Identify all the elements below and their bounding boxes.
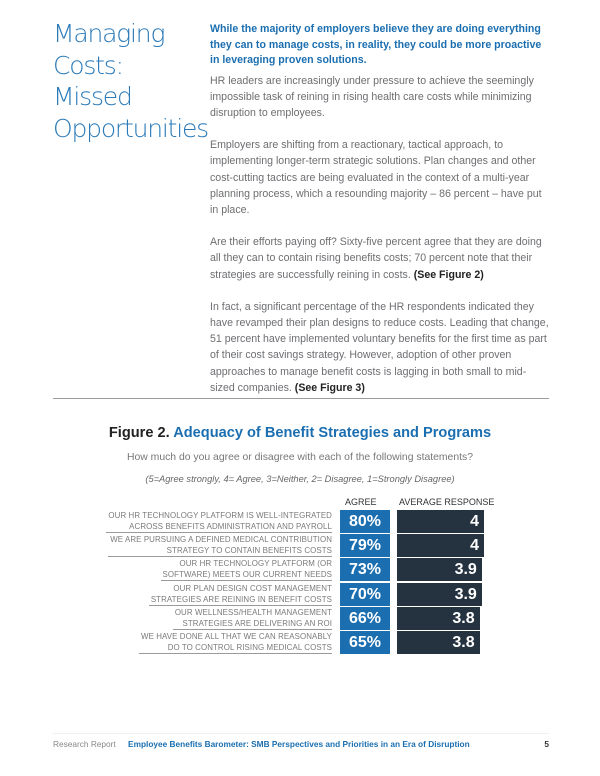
average-response-bar: 4 [397, 510, 484, 533]
chart-scale-note: (5=Agree strongly, 4= Agree, 3=Neither, 2= Disagree, 1=Strongly Disagree) [145, 474, 455, 484]
category-label [106, 510, 332, 533]
paragraph-text: Employers are shifting from a reactionary, tactical approach, to implementing longer-term strategic solutions. Plan changes and other cost-cutting tactics are being evaluated in the context of a multi-year planning process, which a resounding majority – 86 percent – have put in place. [210, 139, 542, 216]
chart-row [0, 510, 600, 534]
average-response-bar: 3.8 [397, 631, 480, 654]
paragraph-text: HR leaders are increasingly under pressure to achieve the seemingly impossible task of reining in rising health care costs while minimizing disruption to employees. [210, 74, 534, 119]
footer-publication: Employee Benefits Barometer: SMB Perspectives and Priorities in an Era of Disruption [128, 739, 470, 749]
figure-reference: (See Figure 2) [413, 268, 484, 281]
footer-divider [53, 733, 549, 734]
category-label-line: ACROSS BENEFITS ADMINISTRATION AND PAYROLL [129, 522, 332, 531]
section-divider [53, 398, 549, 399]
category-label-line: OUR PLAN DESIGN COST MANAGEMENT [173, 583, 332, 593]
average-column-header: AVERAGE RESPONSE [399, 497, 495, 507]
category-label-line: WE HAVE DONE ALL THAT WE CAN REASONABLY [141, 632, 332, 641]
agree-column-header: AGREE [345, 497, 377, 507]
category-label [173, 607, 332, 630]
agree-bar: 70% [340, 583, 390, 606]
page-number: 5 [544, 739, 549, 749]
category-label-line: OUR HR TECHNOLOGY PLATFORM (OR [179, 559, 332, 569]
agree-bar: 80% [340, 510, 390, 533]
footer-section: Research Report [53, 739, 116, 749]
average-response-bar: 4 [397, 534, 484, 557]
figure-reference: (See Figure 3) [294, 381, 365, 394]
category-label [161, 558, 332, 581]
chart-row [0, 583, 600, 607]
average-response-bar: 3.8 [397, 607, 480, 630]
category-label-line: WE ARE PURSUING A DEFINED MEDICAL CONTRIBUTION [110, 535, 332, 545]
paragraph-text: Are their efforts paying off? Sixty-five percent agree that they are doing all they can to contain rising benefits costs; 70 percent note that their strategies are successfully reining in costs. [210, 236, 542, 281]
section-title [53, 18, 208, 144]
paragraph [210, 299, 550, 396]
agree-bar: 66% [340, 607, 390, 630]
chart-row [0, 558, 600, 582]
figure-label: Figure 2. [108, 425, 170, 441]
title-line: Opportunities [53, 113, 208, 143]
category-label [139, 631, 332, 654]
category-label-line: SOFTWARE) MEETS OUR CURRENT NEEDS [162, 570, 332, 580]
agree-bar: 79% [340, 534, 390, 557]
category-label-line: STRATEGIES ARE REINING IN BENEFIT COSTS [150, 594, 332, 604]
title-line: Costs: [53, 50, 123, 80]
category-label-line: STRATEGY TO CONTAIN BENEFITS COSTS [166, 546, 332, 556]
paragraph [210, 73, 550, 122]
page-footer [53, 739, 549, 749]
average-response-bar: 3.9 [397, 583, 482, 606]
figure-title [0, 425, 600, 441]
category-label [149, 583, 332, 606]
chart-title: Adequacy of Benefit Strategies and Programs [173, 425, 492, 441]
chart-row [0, 607, 600, 631]
chart-subtitle: How much do you agree or disagree with each of the following statements? [127, 452, 473, 463]
paragraph-text: In fact, a significant percentage of the HR respondents indicated they have revamped their plan designs to reduce costs. Leading that change, 51 percent have implemented voluntary benefits for the first time as part of their cost savings strategy. However, adoption of other proven approaches to manage benefit costs is lagging in both small to mid-sized companies. [210, 300, 549, 394]
category-label-line: OUR WELLNESS/HEALTH MANAGEMENT [174, 607, 332, 617]
title-line: Missed [53, 82, 132, 111]
category-label-line: STRATEGIES ARE DELIVERING AN ROI [182, 618, 332, 628]
agree-bar: 65% [340, 631, 390, 654]
category-label-line: DO TO CONTROL RISING MEDICAL COSTS [167, 643, 332, 652]
lead-paragraph: While the majority of employers believe they are doing everything they can to manage costs, in reality, they could be more proactive in leveraging proven solutions. [210, 23, 542, 66]
agree-bar: 73% [340, 558, 390, 581]
average-response-bar: 3.9 [397, 558, 482, 581]
paragraph [210, 234, 550, 283]
category-label [108, 534, 332, 557]
category-label-line: OUR HR TECHNOLOGY PLATFORM IS WELL-INTEGRATED [108, 511, 332, 520]
body-column [210, 22, 550, 412]
title-line: Managing [53, 19, 165, 48]
chart-row [0, 631, 600, 655]
paragraph [210, 137, 550, 218]
chart-row [0, 534, 600, 558]
